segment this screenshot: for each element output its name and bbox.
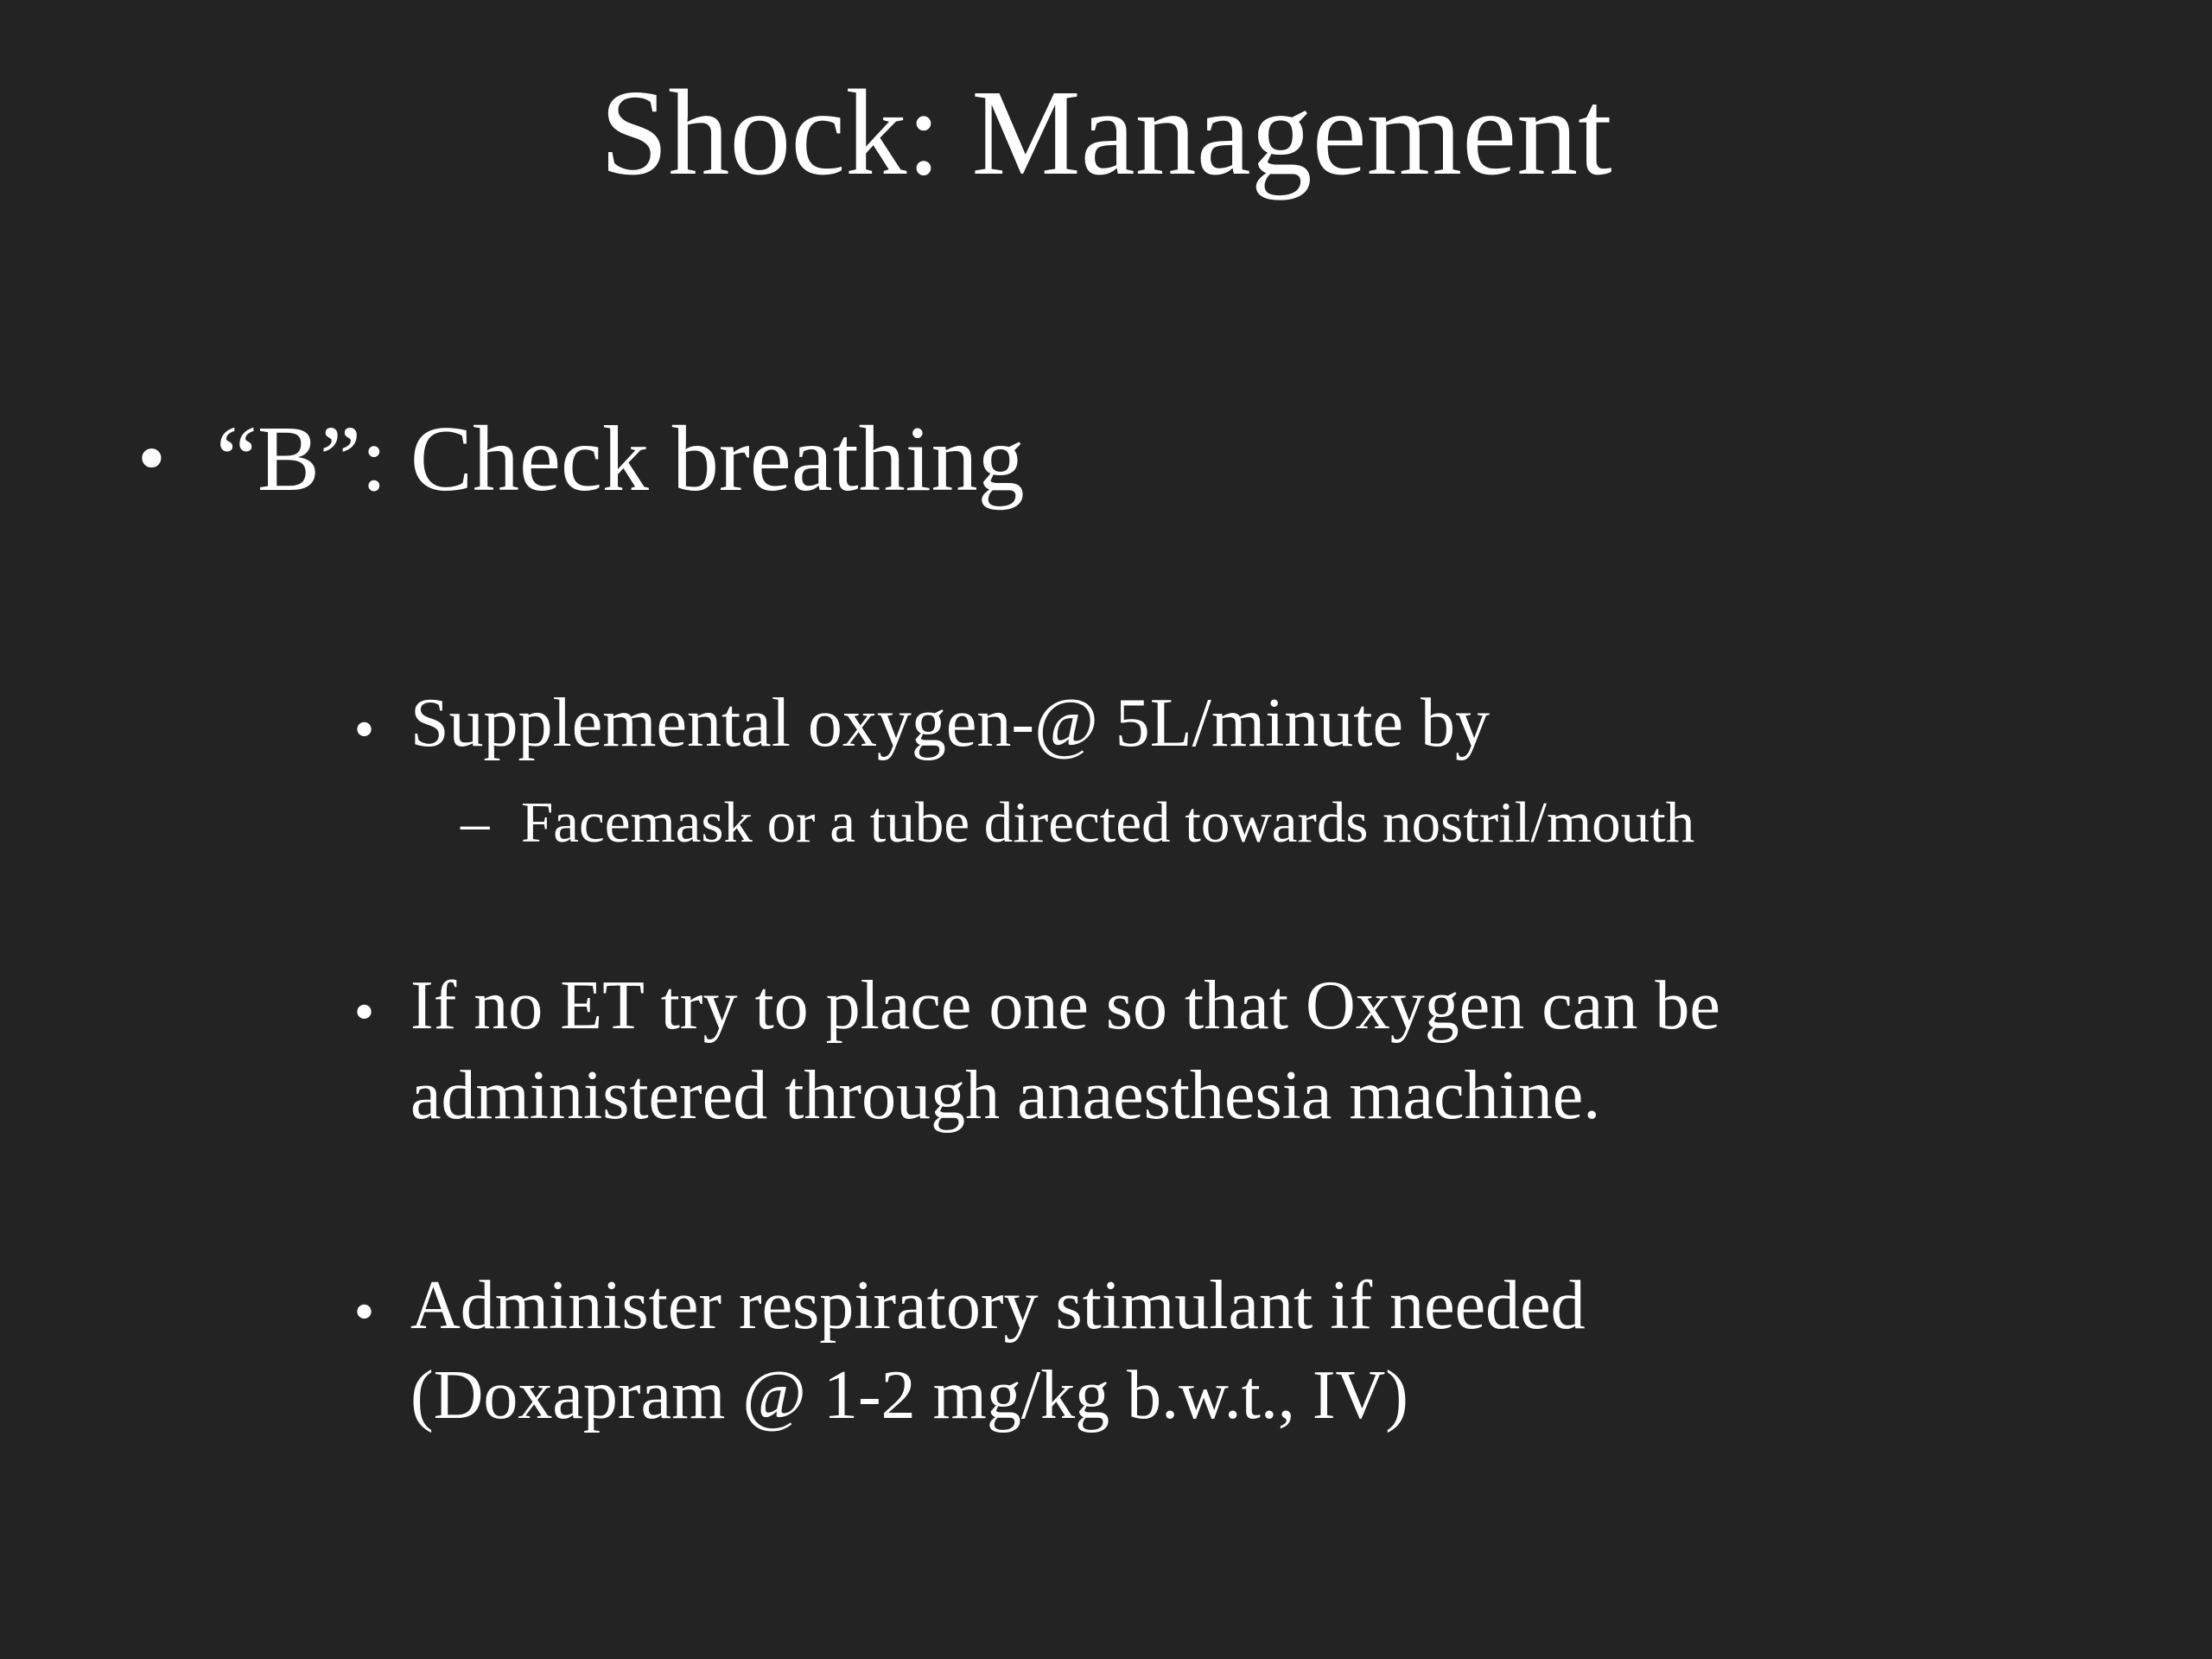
sub-bullet-text-line: Supplemental oxygen-@ 5L/minute by <box>410 685 1491 761</box>
bullet-icon: • <box>132 421 171 498</box>
sub-sub-bullet-item <box>461 788 1695 857</box>
main-bullet-item <box>132 406 1025 513</box>
dash-icon: – <box>461 791 490 855</box>
sub-bullet-item <box>350 1261 1586 1440</box>
bullet-icon: • <box>350 986 379 1042</box>
sub-bullet-item <box>350 961 1720 1141</box>
main-bullet-text: “B”: Check breathing <box>216 408 1025 511</box>
slide-title: Shock: Management <box>600 64 1612 200</box>
sub-bullet-text-line: administered through anaesthesia machine. <box>410 1058 1601 1134</box>
sub-bullet-text-line: If no ET try to place one so that Oxygen can be <box>410 968 1720 1044</box>
sub-bullet-item <box>350 678 1491 768</box>
bullet-icon: • <box>350 703 379 760</box>
sub-bullet-text-line: Administer respiratory stimulant if needed <box>410 1268 1586 1344</box>
sub-sub-bullet-text: Facemask or a tube directed towards nostril/mouth <box>521 791 1695 855</box>
sub-bullet-text-line: (Doxapram @ 1-2 mg/kg b.w.t., IV) <box>410 1357 1408 1433</box>
bullet-icon: • <box>350 1286 379 1342</box>
